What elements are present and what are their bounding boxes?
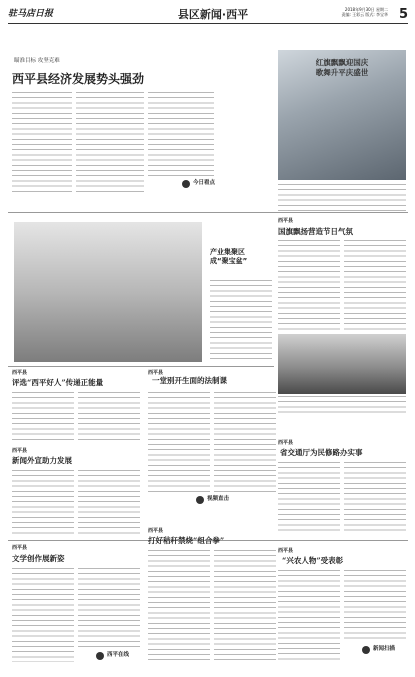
flag-headline: 国旗飘扬营造节日气氛 xyxy=(278,227,353,236)
story-body xyxy=(78,470,140,536)
lead-headline: 西平县经济发展势头强劲 xyxy=(12,72,145,86)
story-column: 西平县 xyxy=(12,448,28,454)
page-number: 5 xyxy=(398,7,408,22)
photo-banner-title: 红旗飘飘迎国庆 歌舞升平庆盛世 xyxy=(315,58,369,78)
divider xyxy=(8,366,274,367)
story-column: 西平县 xyxy=(148,528,164,534)
story-column: 西平县 xyxy=(148,370,164,376)
flag-body-col2 xyxy=(344,240,406,330)
story-body xyxy=(148,550,210,660)
story-headline: 打好秸秆禁烧“组合拳” xyxy=(148,536,225,545)
online-tag: 西平在线 xyxy=(96,652,129,660)
flag-caption xyxy=(278,396,406,414)
scan-tag: 新闻扫描 xyxy=(362,646,395,654)
story-column: 西平县 xyxy=(12,545,28,551)
flag-body-col1 xyxy=(278,240,340,330)
lead-body-col2 xyxy=(76,92,144,192)
editors: 责编: 王彩云 版式: 李宝华 xyxy=(341,12,388,18)
story-body xyxy=(214,392,276,492)
divider xyxy=(8,212,408,213)
date-line xyxy=(341,7,388,18)
story-body xyxy=(344,570,406,640)
lead-body-col1 xyxy=(12,92,72,192)
issue-date: 2018年9月30日 星期二 xyxy=(344,7,388,12)
story-column: 西平县 xyxy=(12,370,28,376)
paper-logo: 驻马店日报 xyxy=(8,9,54,19)
flag-column: 西平县 xyxy=(278,218,294,224)
story-headline: 文学创作展新姿 xyxy=(12,554,65,563)
lead-tag: 今日看点 xyxy=(182,180,215,188)
arrow-icon xyxy=(362,646,370,654)
factory-photo xyxy=(14,222,202,362)
story-body xyxy=(12,392,74,444)
story-headline: 新闻外宣助力发展 xyxy=(12,456,72,465)
photo-caption xyxy=(278,184,406,212)
story-headline: 评选“西平好人”传递正能量 xyxy=(12,378,104,387)
lead-body-col3 xyxy=(148,92,214,177)
story-headline: “兴农人物”受表彰 xyxy=(282,556,344,565)
story-headline: 一堂别开生面的法制课 xyxy=(152,376,227,385)
story-body xyxy=(278,570,340,660)
story-body xyxy=(78,392,140,444)
story-headline: 省交通厅为民修路办实事 xyxy=(280,448,363,457)
video-tag: 视频直击 xyxy=(196,496,229,504)
section-title: 县区新闻·西平 xyxy=(177,8,249,21)
story-body xyxy=(214,550,276,660)
story-body xyxy=(12,470,74,536)
story-body xyxy=(12,568,74,662)
arrow-icon xyxy=(196,496,204,504)
flag-photo xyxy=(278,334,406,394)
story-body xyxy=(78,568,140,648)
masthead xyxy=(8,6,408,24)
arrow-icon xyxy=(182,180,190,188)
story-body xyxy=(344,462,406,534)
arrow-icon xyxy=(96,652,104,660)
story-column: 西平县 xyxy=(278,440,294,446)
industry-body xyxy=(210,280,272,360)
industry-headline: 产业集聚区 成“聚宝盆” xyxy=(208,246,268,269)
lead-kicker: 瞄准目标 攻坚克难 xyxy=(14,58,60,64)
story-body xyxy=(148,392,210,492)
story-body xyxy=(278,462,340,534)
story-column: 西平县 xyxy=(278,548,294,554)
